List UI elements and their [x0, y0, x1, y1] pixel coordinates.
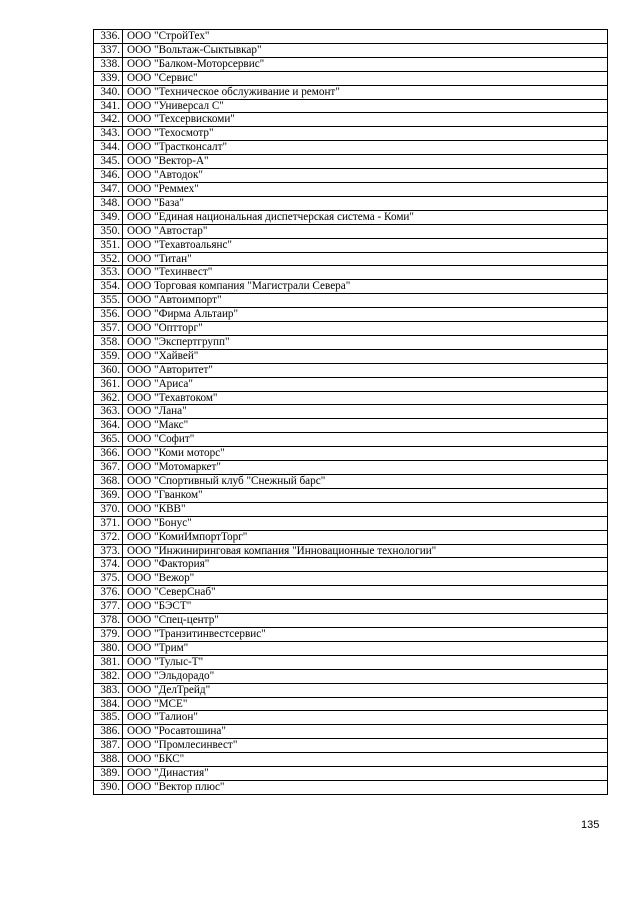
table-row	[94, 349, 608, 363]
row-number: 353.	[94, 266, 123, 280]
table-row	[94, 210, 608, 224]
organization-name: ООО "Авторитет"	[123, 363, 608, 377]
organization-name: ООО "Техинвест"	[123, 266, 608, 280]
organization-name: ООО "Фактория"	[123, 558, 608, 572]
row-number: 382.	[94, 669, 123, 683]
organization-name: ООО "КомиИмпортТорг"	[123, 530, 608, 544]
row-number: 380.	[94, 641, 123, 655]
organization-name: ООО "Вектор плюс"	[123, 780, 608, 794]
organization-name: ООО Торговая компания "Магистрали Севера"	[123, 280, 608, 294]
row-number: 374.	[94, 558, 123, 572]
row-number: 343.	[94, 127, 123, 141]
row-number: 338.	[94, 57, 123, 71]
organizations-table	[93, 29, 608, 795]
table-row	[94, 182, 608, 196]
organization-name: ООО "Техническое обслуживание и ремонт"	[123, 85, 608, 99]
organization-name: ООО "Автостар"	[123, 224, 608, 238]
table-row	[94, 141, 608, 155]
organization-name: ООО "Оптторг"	[123, 322, 608, 336]
organization-name: ООО "Росавтошина"	[123, 725, 608, 739]
table-row	[94, 30, 608, 44]
row-number: 372.	[94, 530, 123, 544]
organization-name: ООО "Фирма Альтаир"	[123, 308, 608, 322]
organization-name: ООО "Транзитинвестсервис"	[123, 627, 608, 641]
table-row	[94, 572, 608, 586]
table-row	[94, 558, 608, 572]
table-row	[94, 655, 608, 669]
organization-name: ООО "Техавтоком"	[123, 391, 608, 405]
row-number: 362.	[94, 391, 123, 405]
row-number: 389.	[94, 767, 123, 781]
table-row	[94, 43, 608, 57]
organization-name: ООО "Техсервискоми"	[123, 113, 608, 127]
organization-name: ООО "Техосмотр"	[123, 127, 608, 141]
row-number: 390.	[94, 780, 123, 794]
organization-name: ООО "База"	[123, 196, 608, 210]
row-number: 360.	[94, 363, 123, 377]
row-number: 346.	[94, 169, 123, 183]
organization-name: ООО "Экспертгрупп"	[123, 335, 608, 349]
table-row	[94, 447, 608, 461]
organization-name: ООО "Сервис"	[123, 71, 608, 85]
table-row	[94, 488, 608, 502]
row-number: 355.	[94, 294, 123, 308]
organization-name: ООО "Гванком"	[123, 488, 608, 502]
organization-name: ООО "Тулыс-Т"	[123, 655, 608, 669]
row-number: 345.	[94, 155, 123, 169]
table-row	[94, 641, 608, 655]
organization-name: ООО "Макс"	[123, 419, 608, 433]
table-row	[94, 99, 608, 113]
row-number: 357.	[94, 322, 123, 336]
table-row	[94, 155, 608, 169]
organization-name: ООО "Спец-центр"	[123, 614, 608, 628]
organization-name: ООО "Спортивный клуб "Снежный барс"	[123, 475, 608, 489]
row-number: 358.	[94, 335, 123, 349]
table-row	[94, 725, 608, 739]
row-number: 337.	[94, 43, 123, 57]
table-row	[94, 600, 608, 614]
row-number: 378.	[94, 614, 123, 628]
row-number: 344.	[94, 141, 123, 155]
organization-name: ООО "Коми моторс"	[123, 447, 608, 461]
row-number: 377.	[94, 600, 123, 614]
row-number: 388.	[94, 753, 123, 767]
table-row	[94, 113, 608, 127]
row-number: 369.	[94, 488, 123, 502]
table-row	[94, 252, 608, 266]
organization-name: ООО "Софит"	[123, 433, 608, 447]
organization-name: ООО "СеверСнаб"	[123, 586, 608, 600]
row-number: 356.	[94, 308, 123, 322]
row-number: 365.	[94, 433, 123, 447]
organization-name: ООО "МСЕ"	[123, 697, 608, 711]
table-row	[94, 502, 608, 516]
table-row	[94, 669, 608, 683]
table-row	[94, 419, 608, 433]
organization-name: ООО "Вольтаж-Сыктывкар"	[123, 43, 608, 57]
organization-name: ООО "Вектор-А"	[123, 155, 608, 169]
table-row	[94, 127, 608, 141]
organization-name: ООО "Реммех"	[123, 182, 608, 196]
organization-name: ООО "СтройТех"	[123, 30, 608, 44]
organization-name: ООО "Промлесинвест"	[123, 739, 608, 753]
table-row	[94, 405, 608, 419]
row-number: 354.	[94, 280, 123, 294]
row-number: 340.	[94, 85, 123, 99]
table-row	[94, 169, 608, 183]
table-row	[94, 753, 608, 767]
row-number: 386.	[94, 725, 123, 739]
table-row	[94, 266, 608, 280]
organization-name: ООО "Ариса"	[123, 377, 608, 391]
table-row	[94, 544, 608, 558]
table-row	[94, 224, 608, 238]
row-number: 384.	[94, 697, 123, 711]
row-number: 381.	[94, 655, 123, 669]
row-number: 348.	[94, 196, 123, 210]
table-row	[94, 294, 608, 308]
row-number: 349.	[94, 210, 123, 224]
organization-name: ООО "Автодок"	[123, 169, 608, 183]
row-number: 351.	[94, 238, 123, 252]
table-row	[94, 71, 608, 85]
row-number: 339.	[94, 71, 123, 85]
table-row	[94, 683, 608, 697]
row-number: 383.	[94, 683, 123, 697]
row-number: 342.	[94, 113, 123, 127]
organization-name: ООО "Лана"	[123, 405, 608, 419]
table-row	[94, 85, 608, 99]
table-row	[94, 739, 608, 753]
row-number: 363.	[94, 405, 123, 419]
row-number: 367.	[94, 461, 123, 475]
organization-name: ООО "Талион"	[123, 711, 608, 725]
table-row	[94, 280, 608, 294]
table-row	[94, 614, 608, 628]
row-number: 347.	[94, 182, 123, 196]
table-row	[94, 363, 608, 377]
row-number: 373.	[94, 544, 123, 558]
organization-name: ООО "Династия"	[123, 767, 608, 781]
table-row	[94, 433, 608, 447]
row-number: 336.	[94, 30, 123, 44]
row-number: 375.	[94, 572, 123, 586]
table-row	[94, 780, 608, 794]
organizations-table-body	[94, 30, 608, 795]
row-number: 376.	[94, 586, 123, 600]
row-number: 385.	[94, 711, 123, 725]
row-number: 387.	[94, 739, 123, 753]
organization-name: ООО "Балком-Моторсервис"	[123, 57, 608, 71]
organization-name: ООО "БЭСТ"	[123, 600, 608, 614]
row-number: 379.	[94, 627, 123, 641]
table-row	[94, 322, 608, 336]
table-row	[94, 335, 608, 349]
table-row	[94, 711, 608, 725]
organization-name: ООО "Эльдорадо"	[123, 669, 608, 683]
page-number: 135	[581, 819, 600, 831]
organization-name: ООО "Бонус"	[123, 516, 608, 530]
table-row	[94, 57, 608, 71]
row-number: 359.	[94, 349, 123, 363]
organization-name: ООО "Автоимпорт"	[123, 294, 608, 308]
organization-name: ООО "ДелТрейд"	[123, 683, 608, 697]
row-number: 366.	[94, 447, 123, 461]
organization-name: ООО "Вежор"	[123, 572, 608, 586]
table-row	[94, 238, 608, 252]
organization-name: ООО "Титан"	[123, 252, 608, 266]
row-number: 361.	[94, 377, 123, 391]
table-row	[94, 391, 608, 405]
organization-name: ООО "Единая национальная диспетчерская система - Коми"	[123, 210, 608, 224]
table-row	[94, 308, 608, 322]
table-row	[94, 627, 608, 641]
organization-name: ООО "Трим"	[123, 641, 608, 655]
table-row	[94, 516, 608, 530]
table-row	[94, 377, 608, 391]
organization-name: ООО "БКС"	[123, 753, 608, 767]
organization-name: ООО "Мотомаркет"	[123, 461, 608, 475]
organization-name: ООО "Универсал С"	[123, 99, 608, 113]
table-row	[94, 767, 608, 781]
table-row	[94, 196, 608, 210]
table-row	[94, 586, 608, 600]
organization-name: ООО "Инжиниринговая компания "Инновационные технологии"	[123, 544, 608, 558]
organization-name: ООО "Трастконсалт"	[123, 141, 608, 155]
row-number: 371.	[94, 516, 123, 530]
organization-name: ООО "Хайвей"	[123, 349, 608, 363]
organization-name: ООО "КВВ"	[123, 502, 608, 516]
row-number: 370.	[94, 502, 123, 516]
table-row	[94, 475, 608, 489]
table-row	[94, 530, 608, 544]
table-row	[94, 697, 608, 711]
row-number: 341.	[94, 99, 123, 113]
table-row	[94, 461, 608, 475]
row-number: 350.	[94, 224, 123, 238]
row-number: 352.	[94, 252, 123, 266]
row-number: 364.	[94, 419, 123, 433]
row-number: 368.	[94, 475, 123, 489]
organization-name: ООО "Техавтоальянс"	[123, 238, 608, 252]
